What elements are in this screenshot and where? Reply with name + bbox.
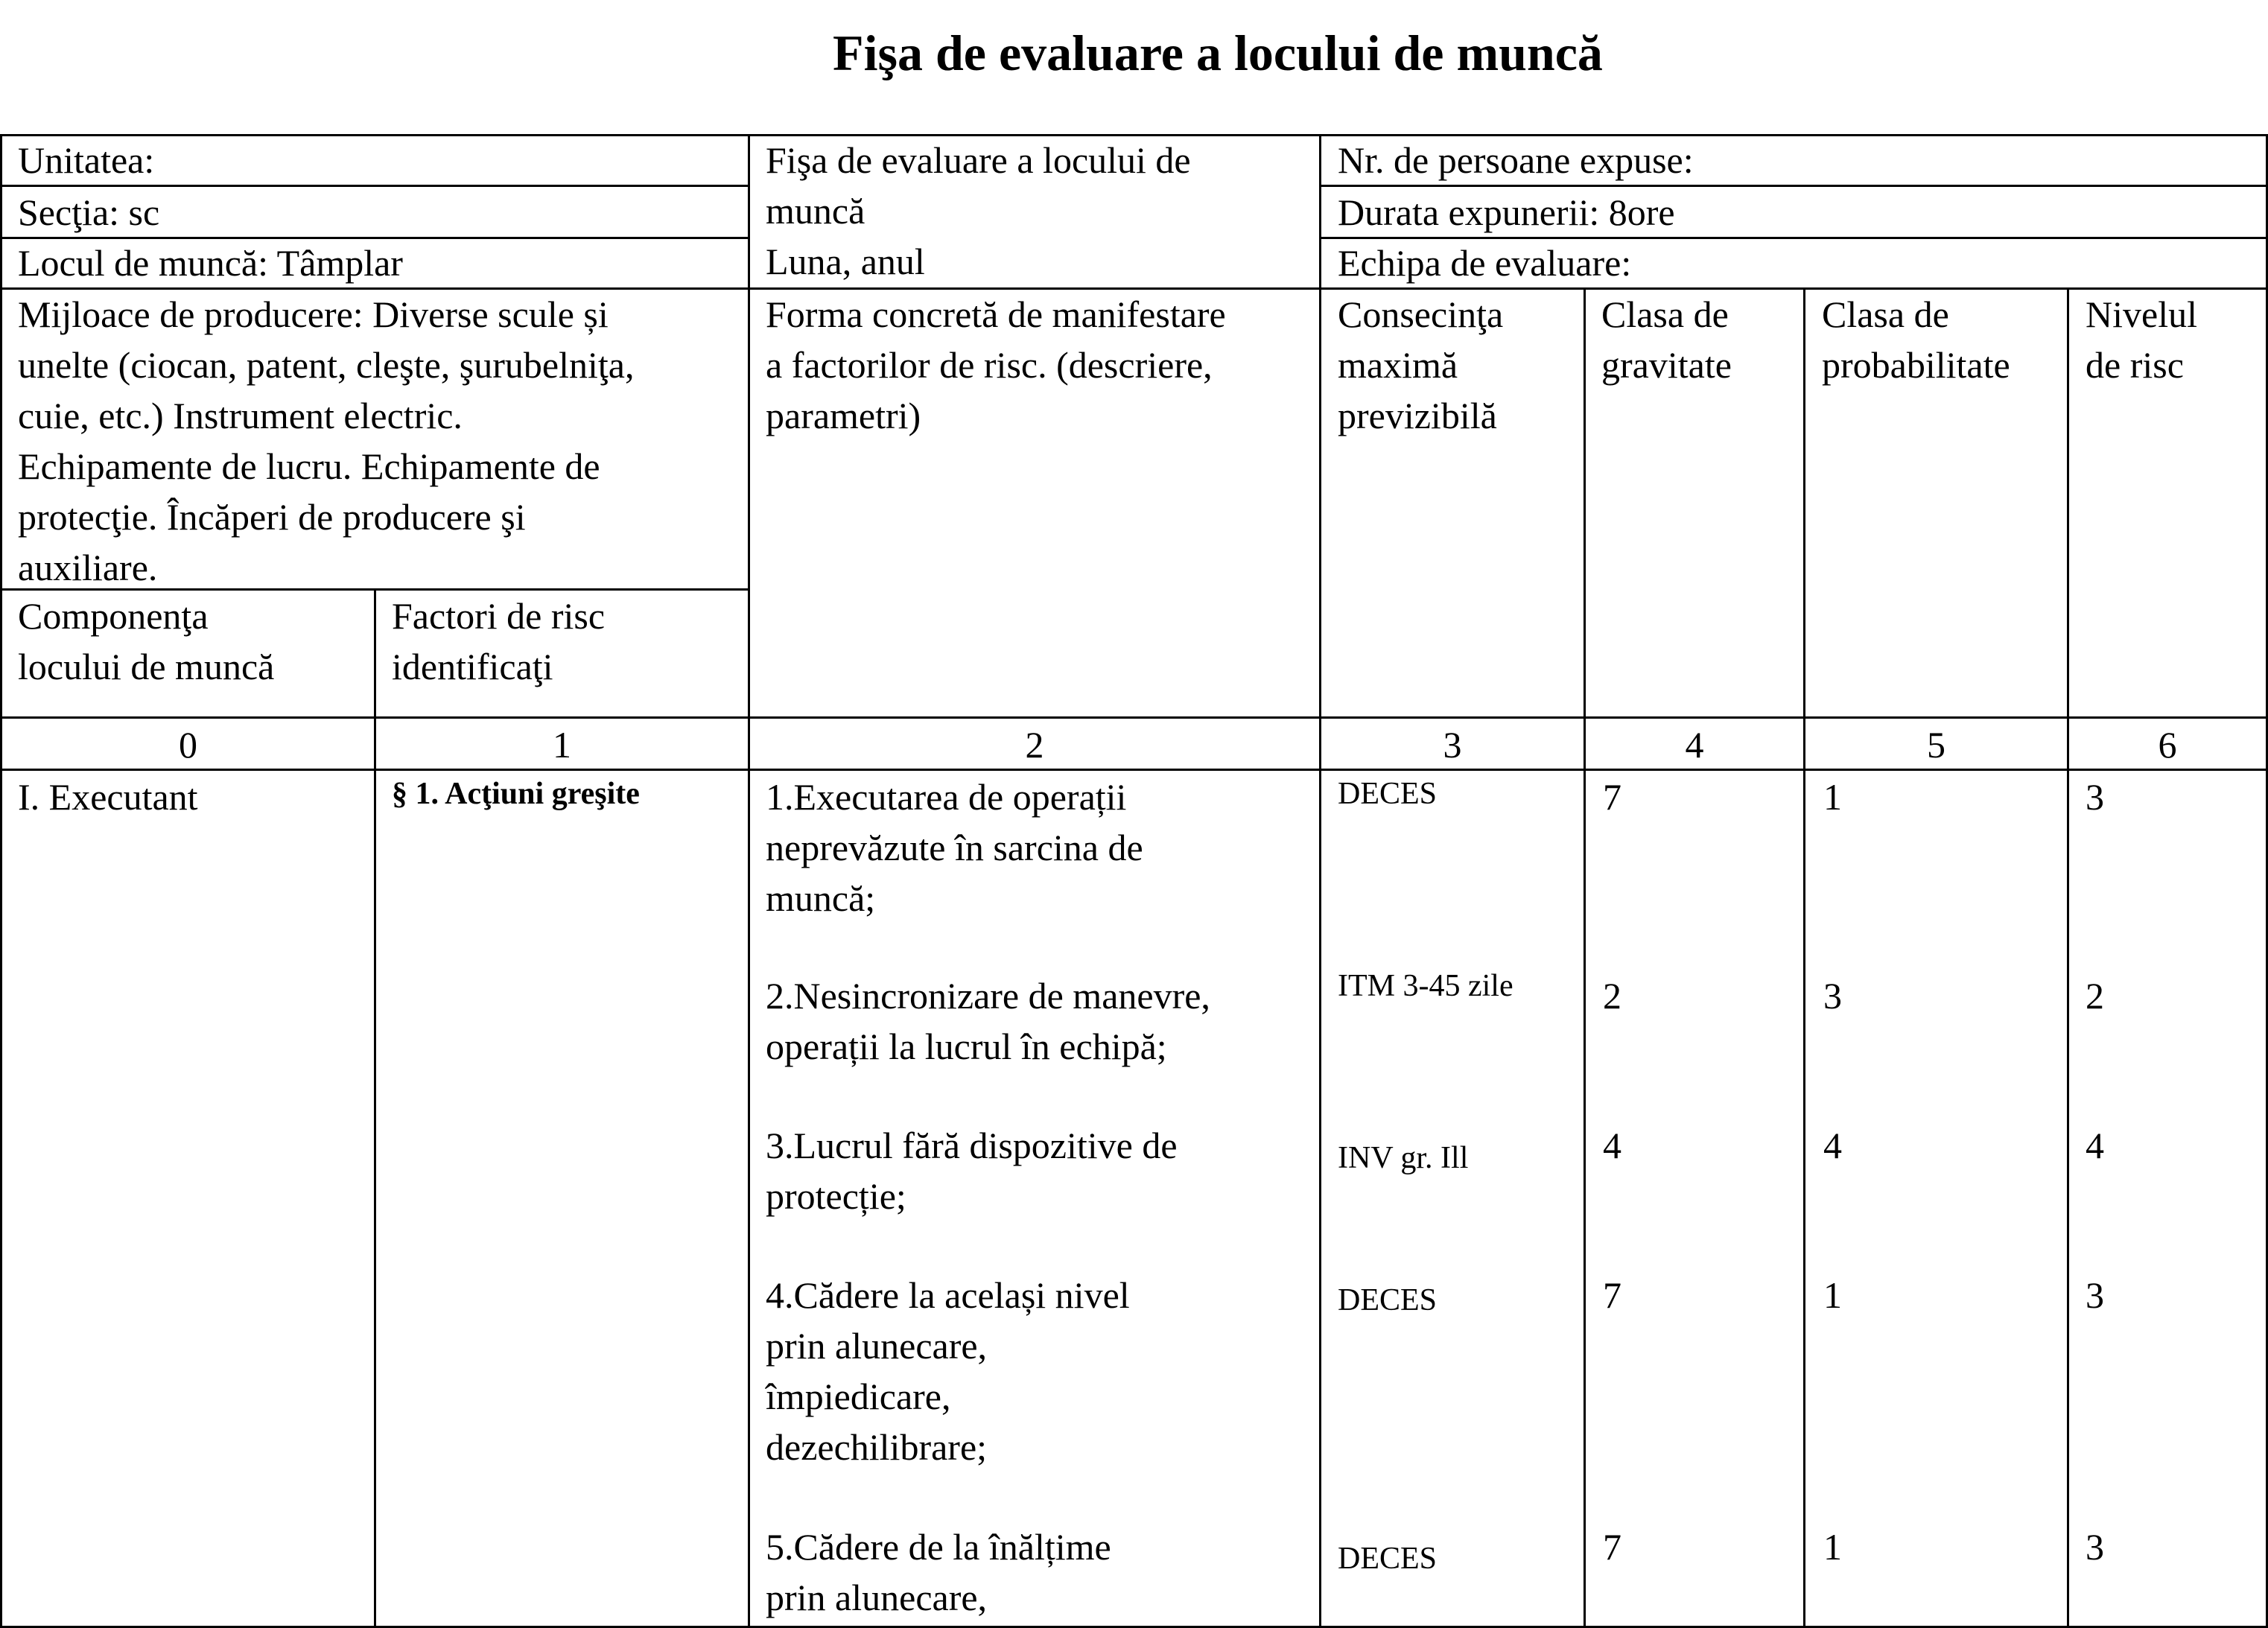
risk-gravity: 2: [1603, 975, 1621, 1017]
risk-probability: 1: [1823, 1526, 1842, 1568]
column-number: 1: [553, 724, 571, 766]
factori-risc-header: Factori de risc identificaţi: [392, 595, 606, 687]
risk-description: 4.Cădere la același nivel prin alunecare, împiedicare, dezechilibrare;: [766, 1274, 1130, 1468]
risk-consequence: INV gr. Ill: [1338, 1141, 1469, 1175]
risk-consequence: DECES: [1338, 1542, 1438, 1576]
fisa-luna-anul-label: Fişa de evaluare a locului de muncă Luna, anul: [766, 139, 1191, 282]
table-border: [748, 134, 750, 1628]
clasa-gravitate-header: Clasa de gravitate: [1601, 293, 1732, 386]
mijloace-producere-label: Mijloace de producere: Diverse scule și unelte (ciocan, patent, cleşte, şurubelniţa, cuie, etc.) Instrument electric. Echipamente de lucru. Echipamente de protecţie. Încăperi de producere şi auxiliare.: [18, 293, 635, 588]
locul-de-munca-label: Locul de muncă: Tâmplar: [18, 242, 403, 284]
risk-probability: 1: [1823, 1274, 1842, 1316]
nr-persoane-label: Nr. de persoane expuse:: [1338, 139, 1694, 181]
risk-description: 5.Cădere de la înălțime prin alunecare,: [766, 1526, 1111, 1618]
column-number: 4: [1685, 724, 1704, 766]
risk-description: 1.Executarea de operații neprevăzute în sarcina de muncă;: [766, 776, 1143, 919]
sectia-label: Secţia: sc: [18, 191, 160, 233]
table-border: [0, 716, 2268, 719]
risk-probability: 1: [1823, 776, 1842, 818]
component-executant: I. Executant: [18, 776, 198, 818]
table-border: [1584, 287, 1586, 1628]
echipa-evaluare-label: Echipa de evaluare:: [1338, 242, 1632, 284]
forma-concreta-header: Forma concretă de manifestare a factorilor de risc. (descriere, parametri): [766, 293, 1226, 436]
risk-gravity: 7: [1603, 776, 1621, 818]
risk-consequence: ITM 3-45 zile: [1338, 969, 1513, 1003]
risk-gravity: 7: [1603, 1526, 1621, 1568]
risk-description: 2.Nesincronizare de manevre, operații la lucrul în echipă;: [766, 975, 1210, 1067]
risk-level: 2: [2086, 975, 2104, 1017]
table-border: [1803, 287, 1805, 1628]
risk-level: 3: [2086, 1274, 2104, 1316]
table-border: [2067, 287, 2069, 1628]
unitatea-label: Unitatea:: [18, 139, 155, 181]
componenta-header: Componenţa locului de muncă: [18, 595, 275, 687]
risk-consequence: DECES: [1338, 1283, 1438, 1317]
risk-gravity: 7: [1603, 1274, 1621, 1316]
durata-expunerii-label: Durata expunerii: 8ore: [1338, 191, 1675, 233]
column-number: 0: [179, 724, 197, 766]
column-number: 6: [2158, 724, 2177, 766]
consecinta-header: Consecinţa maximă previzibilă: [1338, 293, 1504, 436]
risk-gravity: 4: [1603, 1125, 1621, 1166]
risk-probability: 4: [1823, 1125, 1842, 1166]
risk-level: 4: [2086, 1125, 2104, 1166]
risk-level: 3: [2086, 776, 2104, 818]
column-number: 3: [1443, 724, 1462, 766]
nivel-risc-header: Nivelul de risc: [2086, 293, 2197, 386]
risk-probability: 3: [1823, 975, 1842, 1017]
factor-actiuni-gresite: § 1. Acţiuni greşite: [392, 777, 640, 811]
risk-level: 3: [2086, 1526, 2104, 1568]
column-number: 5: [1927, 724, 1945, 766]
risk-consequence: DECES: [1338, 777, 1438, 811]
clasa-probabilitate-header: Clasa de probabilitate: [1822, 293, 2010, 386]
table-border: [1319, 134, 1321, 1628]
table-border: [0, 134, 2, 1628]
risk-description: 3.Lucrul fără dispozitive de protecție;: [766, 1125, 1178, 1217]
column-number: 2: [1025, 724, 1044, 766]
page-title: Fişa de evaluare a locului de muncă: [833, 25, 1603, 81]
